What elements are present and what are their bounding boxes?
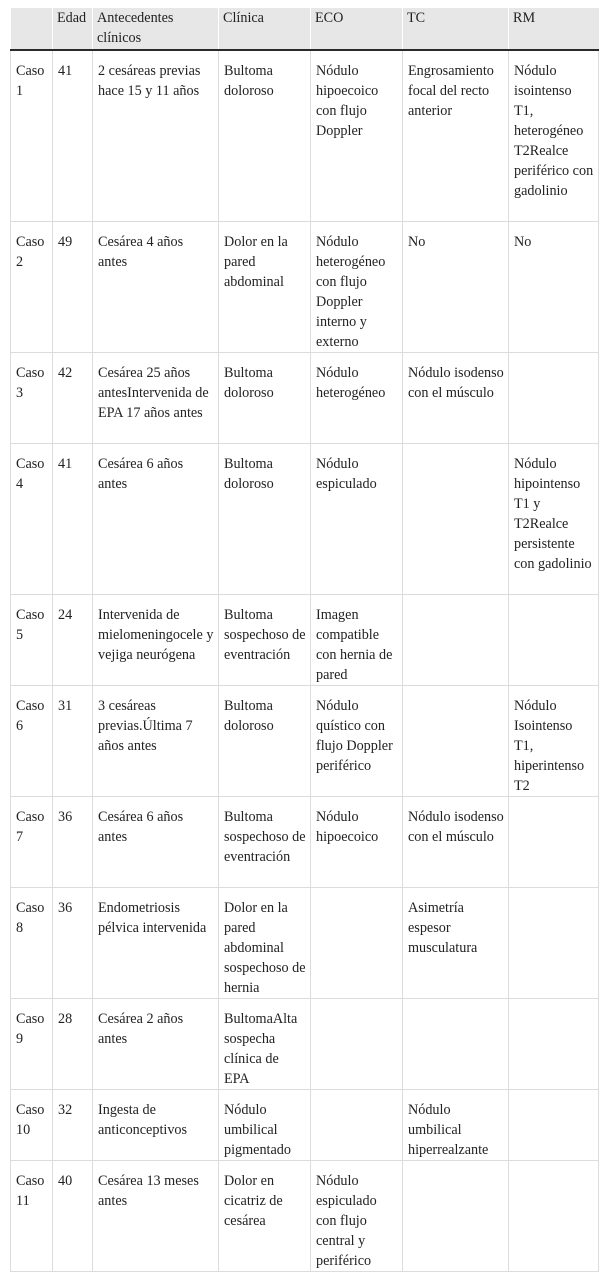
cell-edad: 36: [53, 796, 93, 887]
cell-tc: No: [403, 221, 509, 352]
cell-edad: 40: [53, 1160, 93, 1271]
header-eco: ECO: [311, 8, 403, 50]
cell-caso: Caso 3: [11, 352, 53, 443]
header-tc: TC: [403, 8, 509, 50]
cell-caso: Caso 6: [11, 685, 53, 796]
table-row: [11, 998, 599, 1089]
table-body: [11, 50, 599, 1271]
cell-edad: 41: [53, 50, 93, 221]
cell-tc: [403, 1160, 509, 1271]
cell-tc: Asimetría espesor musculatura: [403, 887, 509, 998]
cell-antecedentes: Cesárea 25 años antesIntervenida de EPA 17 años antes: [93, 352, 219, 443]
cell-caso: Caso 9: [11, 998, 53, 1089]
header-edad: Edad: [53, 8, 93, 50]
cell-edad: 24: [53, 594, 93, 685]
cell-eco: Nódulo heterogéneo: [311, 352, 403, 443]
cell-antecedentes: Endometriosis pélvica intervenida: [93, 887, 219, 998]
cell-tc: Nódulo umbilical hiperrealzante: [403, 1089, 509, 1160]
cell-eco: Imagen compatible con hernia de pared: [311, 594, 403, 685]
cell-clinica: Dolor en cicatriz de cesárea: [219, 1160, 311, 1271]
header-case: [11, 8, 53, 50]
header-rm: RM: [509, 8, 599, 50]
cell-eco: Nódulo espiculado con flujo central y periférico: [311, 1160, 403, 1271]
cell-rm: [509, 594, 599, 685]
table-container: [10, 8, 598, 1272]
cell-rm: [509, 352, 599, 443]
cell-clinica: Bultoma doloroso: [219, 352, 311, 443]
cell-antecedentes: Cesárea 6 años antes: [93, 796, 219, 887]
cell-eco: [311, 887, 403, 998]
header-clinica: Clínica: [219, 8, 311, 50]
cell-antecedentes: Intervenida de mielomeningocele y vejiga neurógena: [93, 594, 219, 685]
cell-caso: Caso 2: [11, 221, 53, 352]
cell-rm: Nódulo hipointenso T1 y T2Realce persistente con gadolinio: [509, 443, 599, 594]
cell-eco: [311, 1089, 403, 1160]
cell-clinica: Bultoma doloroso: [219, 50, 311, 221]
cell-eco: Nódulo hipoecoico con flujo Doppler: [311, 50, 403, 221]
header-antecedentes: Antecedentes clínicos: [93, 8, 219, 50]
cell-caso: Caso 7: [11, 796, 53, 887]
cell-clinica: Bultoma doloroso: [219, 443, 311, 594]
cell-eco: Nódulo hipoecoico: [311, 796, 403, 887]
cell-antecedentes: 3 cesáreas previas.Última 7 años antes: [93, 685, 219, 796]
cell-antecedentes: Cesárea 6 años antes: [93, 443, 219, 594]
cell-clinica: Dolor en la pared abdominal: [219, 221, 311, 352]
cell-clinica: Nódulo umbilical pigmentado: [219, 1089, 311, 1160]
cell-caso: Caso 5: [11, 594, 53, 685]
table-row: [11, 50, 599, 221]
cell-clinica: BultomaAlta sospecha clínica de EPA: [219, 998, 311, 1089]
cell-rm: [509, 796, 599, 887]
cell-caso: Caso 4: [11, 443, 53, 594]
cell-antecedentes: Cesárea 4 años antes: [93, 221, 219, 352]
cell-clinica: Bultoma sospechoso de eventración: [219, 796, 311, 887]
cell-clinica: Dolor en la pared abdominal sospechoso de hernia: [219, 887, 311, 998]
table-row: [11, 352, 599, 443]
cell-rm: [509, 1160, 599, 1271]
table-row: [11, 685, 599, 796]
cases-table: [10, 8, 599, 1272]
cell-edad: 36: [53, 887, 93, 998]
table-row: [11, 443, 599, 594]
cell-tc: [403, 594, 509, 685]
cell-edad: 31: [53, 685, 93, 796]
cell-eco: Nódulo espiculado: [311, 443, 403, 594]
table-row: [11, 221, 599, 352]
cell-rm: No: [509, 221, 599, 352]
cell-tc: [403, 998, 509, 1089]
cell-tc: Nódulo isodenso con el músculo: [403, 796, 509, 887]
cell-edad: 41: [53, 443, 93, 594]
cell-edad: 42: [53, 352, 93, 443]
cell-rm: Nódulo isointenso T1, heterogéneo T2Realce periférico con gadolinio: [509, 50, 599, 221]
cell-caso: Caso 8: [11, 887, 53, 998]
cell-rm: [509, 887, 599, 998]
cell-clinica: Bultoma sospechoso de eventración: [219, 594, 311, 685]
cell-caso: Caso 1: [11, 50, 53, 221]
cell-tc: [403, 685, 509, 796]
cell-rm: Nódulo Isointenso T1, hiperintenso T2: [509, 685, 599, 796]
cell-antecedentes: 2 cesáreas previas hace 15 y 11 años: [93, 50, 219, 221]
table-row: [11, 1160, 599, 1271]
cell-tc: [403, 443, 509, 594]
table-row: [11, 796, 599, 887]
cell-antecedentes: Cesárea 13 meses antes: [93, 1160, 219, 1271]
cell-eco: Nódulo quístico con flujo Doppler periférico: [311, 685, 403, 796]
table-row: [11, 594, 599, 685]
cell-edad: 28: [53, 998, 93, 1089]
cell-antecedentes: Cesárea 2 años antes: [93, 998, 219, 1089]
cell-caso: Caso 11: [11, 1160, 53, 1271]
cell-rm: [509, 1089, 599, 1160]
header-row: [11, 8, 599, 50]
cell-tc: Engrosamiento focal del recto anterior: [403, 50, 509, 221]
cell-caso: Caso 10: [11, 1089, 53, 1160]
cell-tc: Nódulo isodenso con el músculo: [403, 352, 509, 443]
table-row: [11, 887, 599, 998]
table-header: [11, 8, 599, 50]
cell-eco: [311, 998, 403, 1089]
table-row: [11, 1089, 599, 1160]
cell-clinica: Bultoma doloroso: [219, 685, 311, 796]
cell-eco: Nódulo heterogéneo con flujo Doppler interno y externo: [311, 221, 403, 352]
cell-antecedentes: Ingesta de anticonceptivos: [93, 1089, 219, 1160]
cell-edad: 49: [53, 221, 93, 352]
cell-edad: 32: [53, 1089, 93, 1160]
cell-rm: [509, 998, 599, 1089]
